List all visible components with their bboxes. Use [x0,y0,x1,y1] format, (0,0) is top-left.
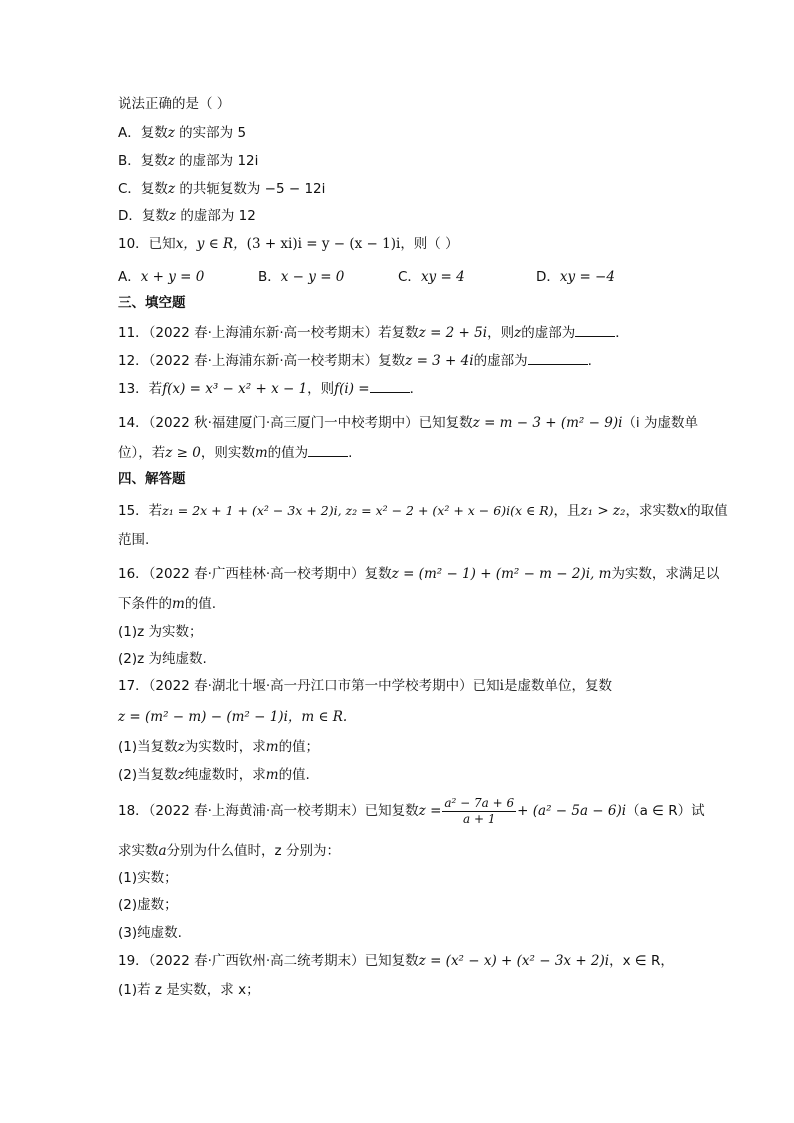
q16-line2: 下条件的m的值. [118,596,217,612]
answer-blank[interactable] [370,378,410,393]
q9-option-a: A．复数z 的实部为 5 [118,125,247,141]
q9-option-b: B．复数z 的虚部为 12i [118,153,259,169]
q13: 13．若f(x) = x³ − x² + x − 1，则f(i) = ． [118,378,423,398]
q11: 11．（2022 春·上海浦东新·高一校考期末）若复数z = 2 + 5i，则z的虚部为 ． [118,322,629,342]
section-solution-heading: 四、解答题 [118,471,186,487]
q15-line2: 范围. [118,532,150,548]
q10-option-d: D．xy = −4 [536,269,615,285]
q14-line1: 14．（2022 秋·福建厦门·高三厦门一中校考期中）已知复数z = m − 3 + (m² − 9)i（i 为虚数单 [118,415,698,431]
q18-fraction: $\frac{\text{a² − 7a + 6}}{a + 1}$ [444,795,515,826]
q18-sub2: (2)虚数； [118,897,178,913]
q18-line1: 18．（2022 春·上海黄浦·高一校考期末）已知复数z = $\frac{\text{a² − 7a + 6}}{a + 1}$ + (a² − 5a − 6)i（a ∈ R）试 [118,795,705,826]
q16-sub1: (1)z 为实数； [118,624,203,640]
q10-option-b: B．x − y = 0 [258,269,345,285]
q14-line2: 位），若z ≥ 0，则实数m的值为 . [118,442,352,462]
section-fill-in-heading: 三、填空题 [118,295,186,311]
q10-stem: 10．已知x，y ∈ R，(3 + xi)i = y − (x − 1)i，则（ ） [118,236,459,252]
q10-option-c: C．xy = 4 [398,269,465,285]
q17-line2: z = (m² − m) − (m² − 1)i，m ∈ R. [118,709,348,725]
q10-option-a: A．x + y = 0 [118,269,205,285]
q9-option-d: D．复数z 的虚部为 12 [118,208,256,224]
q19-sub1: (1)若 z 是实数，求 x； [118,982,260,998]
answer-blank[interactable] [308,442,348,457]
q16-line1: 16．（2022 春·广西桂林·高一校考期中）复数z = (m² − 1) + (m² − m − 2)i, m为实数，求满足以 [118,566,720,582]
q18-sub1: (1)实数； [118,870,178,886]
q15-line1: 15．若z₁ = 2x + 1 + (x² − 3x + 2)i, z₂ = x² − 2 + (x² + x − 6)i(x ∈ R)，且z₁ > z₂，求实数x的取值 [118,503,728,519]
q19-line1: 19．（2022 春·广西钦州·高二统考期末）已知复数z = (x² − x) + (x² − 3x + 2)i，x ∈ R， [118,953,674,969]
q17-line1: 17．（2022 春·湖北十堰·高一丹江口市第一中学校考期中）已知i是虚数单位，复数 [118,678,612,694]
q9-stem-tail: 说法正确的是（ ） [118,96,231,112]
answer-blank[interactable] [528,350,588,365]
q12: 12．（2022 春·上海浦东新·高一校考期末）复数z = 3 + 4i的虚部为 . [118,350,592,370]
answer-blank[interactable] [575,322,615,337]
q16-sub2: (2)z 为纯虚数. [118,651,207,667]
q18-line2: 求实数a分别为什么值时，z 分别为： [118,843,340,859]
q10-options [118,265,678,285]
q17-sub2: (2)当复数z纯虚数时，求m的值. [118,767,310,783]
q9-option-c: C．复数z 的共轭复数为 −5 − 12i [118,181,326,197]
q17-sub1: (1)当复数z为实数时，求m的值； [118,739,320,755]
q18-sub3: (3)纯虚数. [118,925,182,941]
